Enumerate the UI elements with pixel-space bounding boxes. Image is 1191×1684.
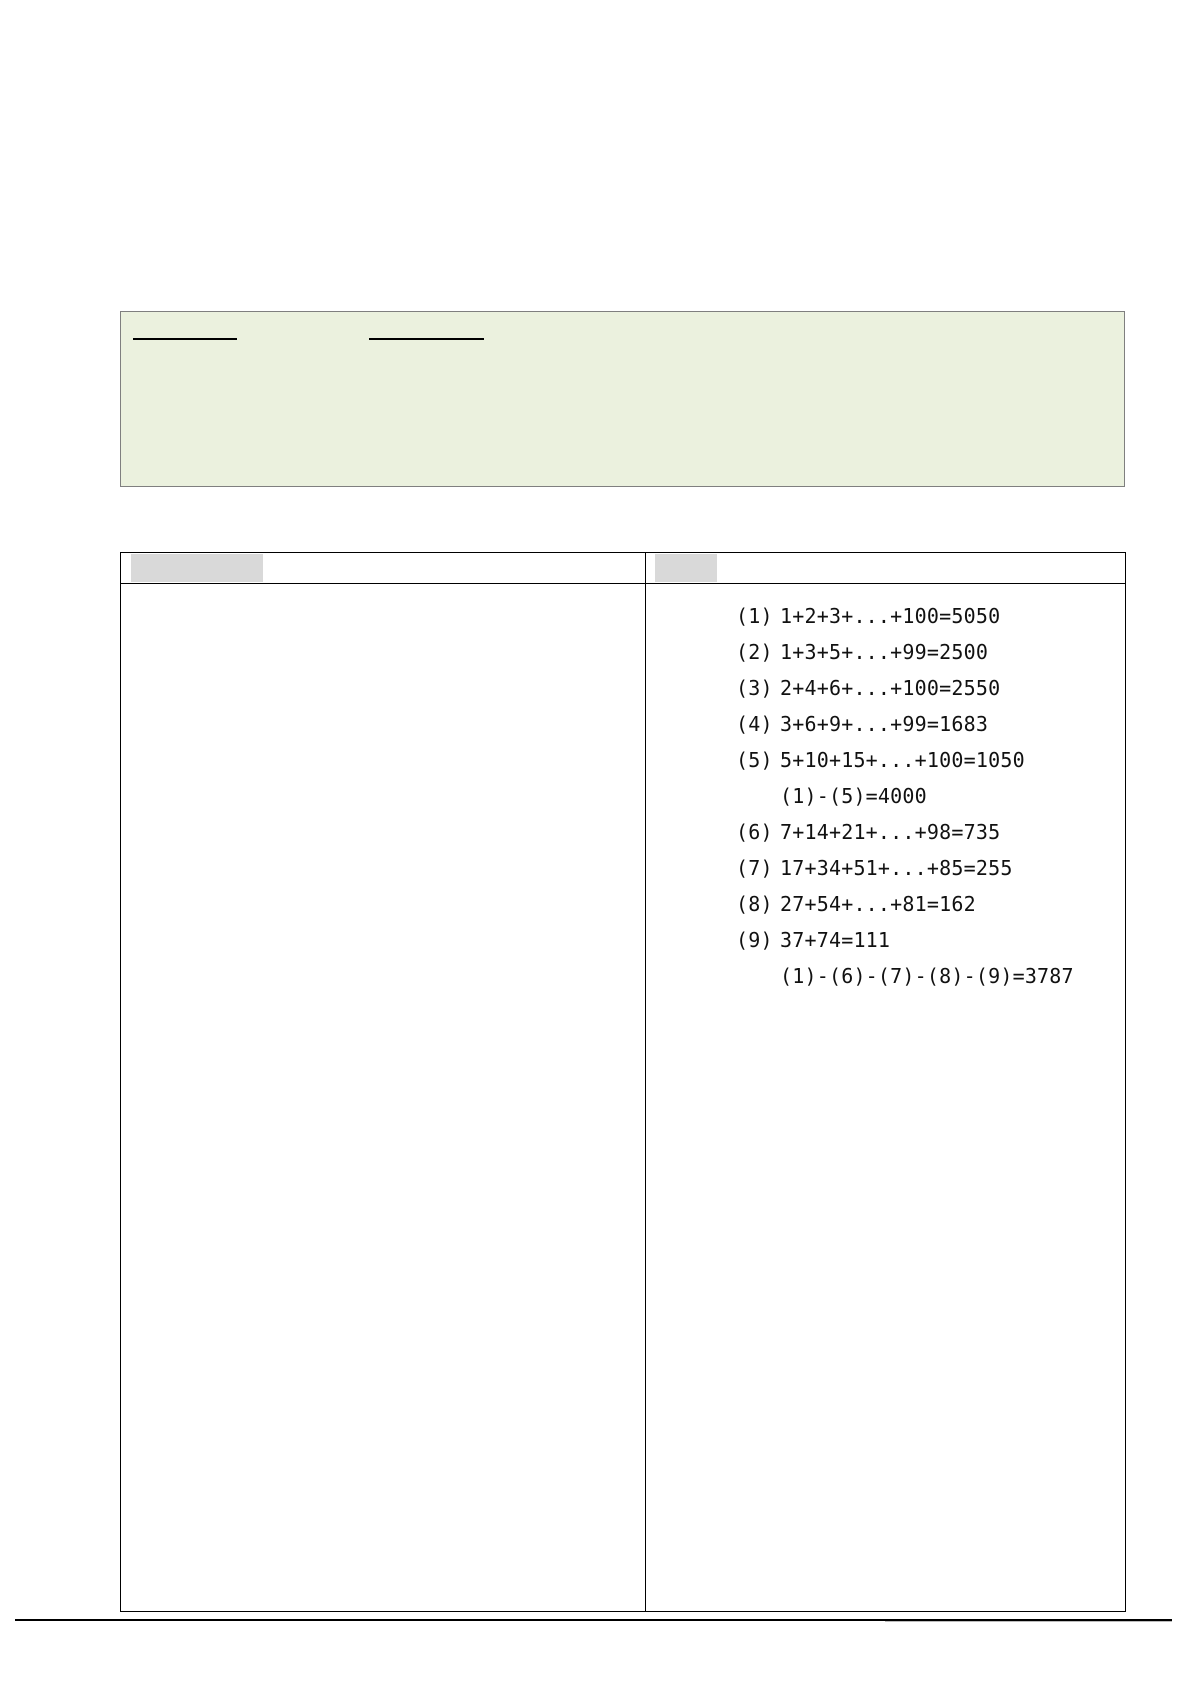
formula-final-result (736, 958, 1074, 994)
formula-number: (5) (736, 748, 773, 772)
formula-expression: 1+3+5+...+99=2500 (780, 640, 989, 664)
formula-number: (6) (736, 820, 773, 844)
formula-number: (3) (736, 676, 773, 700)
formula-line-6 (736, 814, 1074, 850)
formula-subtotal-1 (736, 778, 1074, 814)
formula-line-5 (736, 742, 1074, 778)
formula-number: (8) (736, 892, 773, 916)
footer-rule-shadow (885, 1621, 1172, 1622)
formula-list (736, 598, 1074, 994)
formula-number: (9) (736, 928, 773, 952)
formula-expression: (1)-(6)-(7)-(8)-(9)=3787 (780, 964, 1074, 988)
formula-expression: 2+4+6+...+100=2550 (780, 676, 1001, 700)
formula-line-8 (736, 886, 1074, 922)
info-box (120, 311, 1125, 487)
fill-in-blank-2[interactable] (369, 338, 484, 340)
formula-expression: 7+14+21+...+98=735 (780, 820, 1001, 844)
formula-number: (2) (736, 640, 773, 664)
formula-line-2 (736, 634, 1074, 670)
header-divider (121, 583, 1125, 584)
formula-expression: 37+74=111 (780, 928, 891, 952)
formula-line-4 (736, 706, 1074, 742)
formula-line-7 (736, 850, 1074, 886)
formula-number: (4) (736, 712, 773, 736)
formula-line-3 (736, 670, 1074, 706)
fill-in-blank-1[interactable] (133, 338, 237, 340)
formula-expression: 1+2+3+...+100=5050 (780, 604, 1001, 628)
left-column-header (131, 554, 263, 582)
formula-line-9 (736, 922, 1074, 958)
column-divider (645, 553, 646, 1611)
formula-expression: 27+54+...+81=162 (780, 892, 976, 916)
formula-expression: (1)-(5)=4000 (780, 784, 927, 808)
formula-number: (1) (736, 604, 773, 628)
formula-expression: 5+10+15+...+100=1050 (780, 748, 1025, 772)
formula-expression: 3+6+9+...+99=1683 (780, 712, 989, 736)
formula-line-1 (736, 598, 1074, 634)
formula-expression: 17+34+51+...+85=255 (780, 856, 1013, 880)
right-column-header (655, 554, 717, 582)
formula-number: (7) (736, 856, 773, 880)
